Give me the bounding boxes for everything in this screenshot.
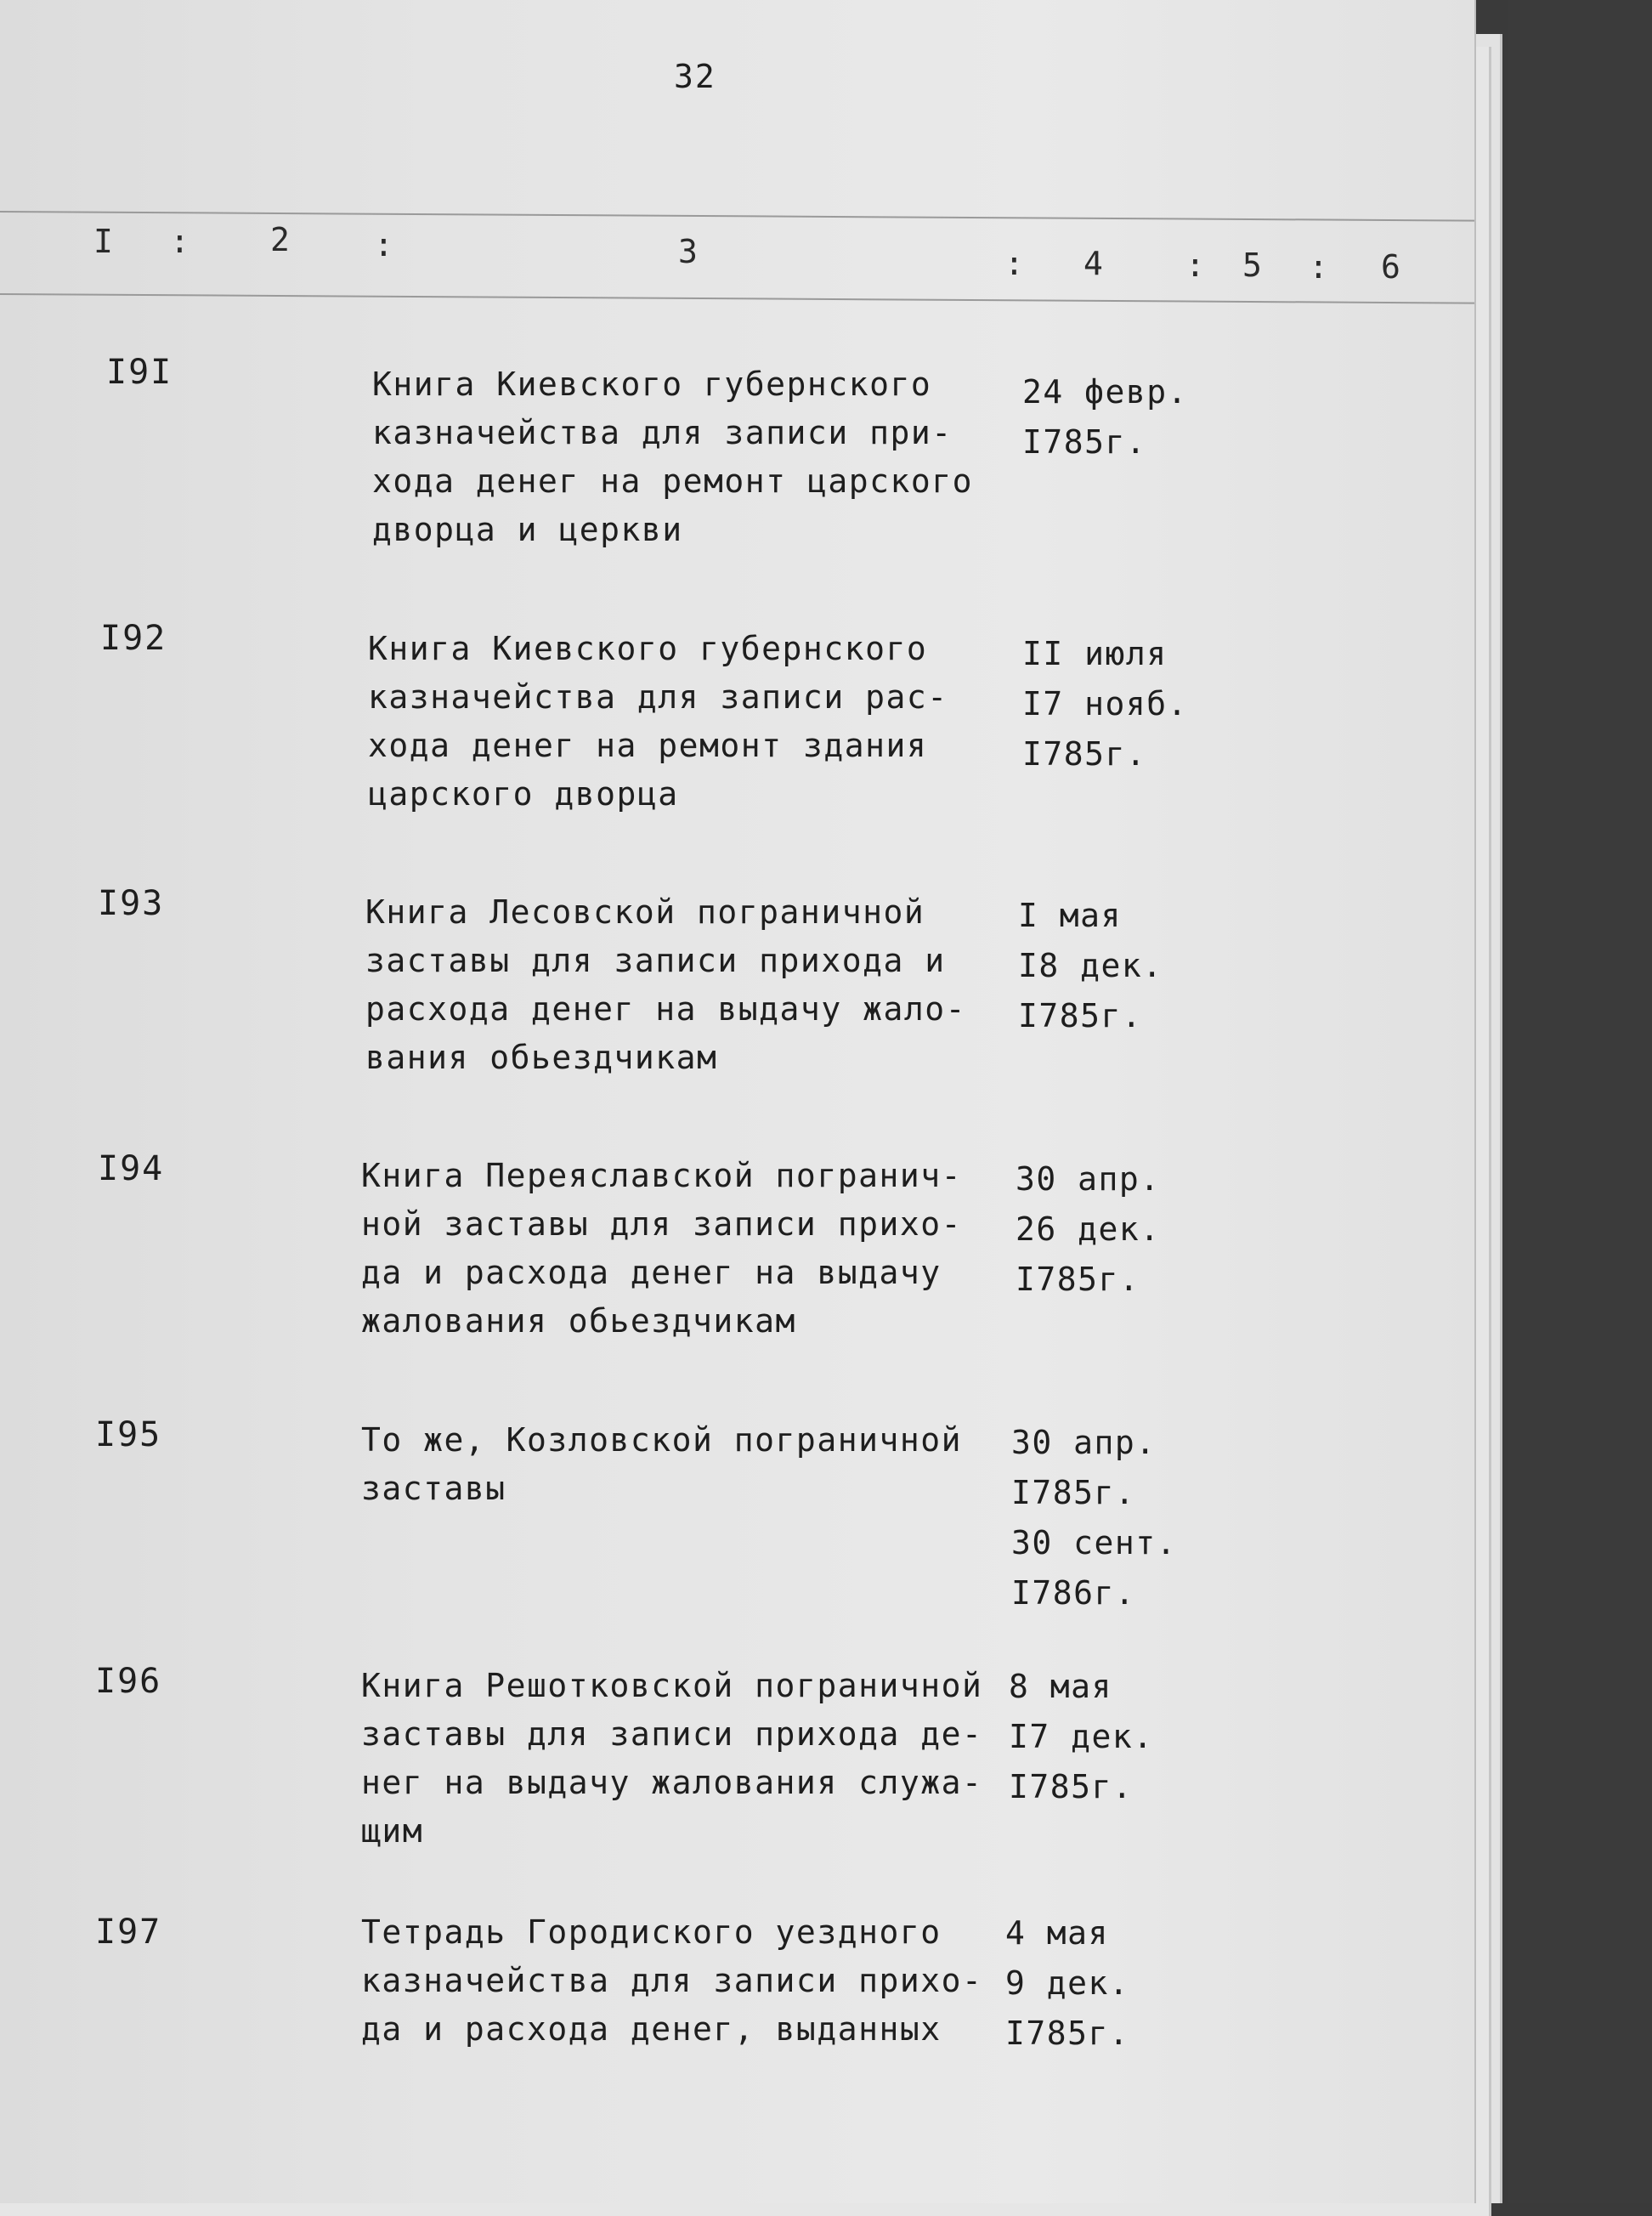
entry-description [368, 625, 948, 819]
date-line: I785г. [1022, 423, 1147, 461]
description-line: заставы [361, 1470, 506, 1507]
date-line: 30 апр. [1011, 1424, 1157, 1461]
entry-dates [1018, 891, 1163, 1041]
entry-dates [1009, 1662, 1154, 1812]
column-header-3: 3 [678, 233, 698, 270]
description-line: казначейства для записи прихо- [361, 1962, 983, 1999]
date-line: I мая [1018, 897, 1122, 934]
column-separator: : [1309, 248, 1328, 286]
entry-description [372, 360, 973, 554]
description-line: вания обьездчикам [365, 1039, 718, 1076]
description-line: казначейства для записи при- [372, 414, 953, 451]
description-line: дворца и церкви [372, 511, 683, 548]
entry-dates [1011, 1418, 1177, 1618]
description-line: да и расхода денег, выданных [361, 2010, 942, 2048]
date-line: 24 февр. [1022, 373, 1189, 411]
description-line: ной заставы для записи прихо- [361, 1205, 962, 1243]
header-rule-top [0, 211, 1474, 222]
description-line: Тетрадь Городиского уездного [361, 1913, 942, 1951]
date-line: II июля [1022, 635, 1168, 672]
entry-number: I93 [98, 884, 165, 923]
description-line: То же, Козловской пограничной [361, 1421, 962, 1459]
description-line: Книга Киевского губернского [368, 630, 928, 667]
date-line: 8 мая [1009, 1668, 1112, 1705]
column-separator: : [1004, 245, 1024, 282]
date-line: I785г. [1009, 1768, 1134, 1805]
date-line: 26 дек. [1016, 1210, 1161, 1248]
date-line: I785г. [1011, 1474, 1136, 1511]
column-header-5: 5 [1242, 247, 1262, 284]
column-separator: : [374, 226, 393, 264]
date-line: 4 мая [1005, 1914, 1109, 1952]
description-line: Книга Переяславской погранич- [361, 1157, 962, 1194]
description-line: да и расхода денег на выдачу [361, 1254, 942, 1291]
description-line: заставы для записи прихода и [365, 942, 946, 979]
background-surface [1508, 0, 1652, 2203]
page-number: 32 [674, 58, 716, 95]
entry-number: I9I [106, 353, 173, 392]
description-line: казначейства для записи рас- [368, 678, 948, 716]
description-line: щим [361, 1812, 424, 1850]
entry-description [361, 1908, 982, 2054]
date-line: 30 апр. [1016, 1160, 1161, 1198]
entry-number: I96 [95, 1662, 162, 1701]
date-line: I785г. [1022, 735, 1147, 773]
description-line: царского дворца [368, 775, 679, 813]
column-header-4: 4 [1083, 245, 1103, 282]
description-line: жалования обьездчикам [361, 1302, 796, 1340]
entry-dates [1022, 367, 1188, 468]
date-line: 9 дек. [1005, 1964, 1130, 2002]
date-line: I785г. [1018, 997, 1143, 1034]
column-separator: : [170, 223, 190, 260]
header-rule-bottom [0, 293, 1474, 304]
entry-dates [1005, 1908, 1129, 2059]
entry-dates [1022, 629, 1188, 779]
date-line: I785г. [1016, 1261, 1140, 1298]
entry-description [361, 1662, 982, 1856]
column-header-1: I [93, 223, 113, 260]
description-line: нег на выдачу жалования служа- [361, 1764, 983, 1801]
column-header-2: 2 [270, 221, 290, 258]
description-line: хода денег на ремонт царского [372, 462, 973, 500]
date-line: I7 дек. [1009, 1718, 1154, 1755]
entry-description [361, 1152, 962, 1346]
column-separator: : [1185, 247, 1205, 284]
description-line: заставы для записи прихода де- [361, 1715, 983, 1753]
entry-description [361, 1416, 962, 1513]
entry-dates [1016, 1154, 1161, 1305]
entry-number: I92 [100, 619, 167, 658]
date-line: I786г. [1011, 1574, 1136, 1612]
description-line: Книга Лесовской пограничной [365, 893, 925, 931]
column-header-6: 6 [1381, 248, 1400, 286]
entry-number: I97 [95, 1913, 162, 1952]
entry-number: I95 [95, 1415, 162, 1454]
description-line: Книга Решотковской пограничной [361, 1667, 983, 1704]
entry-description [365, 888, 966, 1082]
date-line: I8 дек. [1018, 947, 1163, 984]
date-line: 30 сент. [1011, 1524, 1178, 1561]
description-line: Книга Киевского губернского [372, 366, 932, 403]
date-line: I7 нояб. [1022, 685, 1189, 723]
date-line: I785г. [1005, 2015, 1130, 2052]
entry-number: I94 [98, 1149, 165, 1188]
description-line: расхода денег на выдачу жало- [365, 990, 966, 1028]
description-line: хода денег на ремонт здания [368, 727, 928, 764]
